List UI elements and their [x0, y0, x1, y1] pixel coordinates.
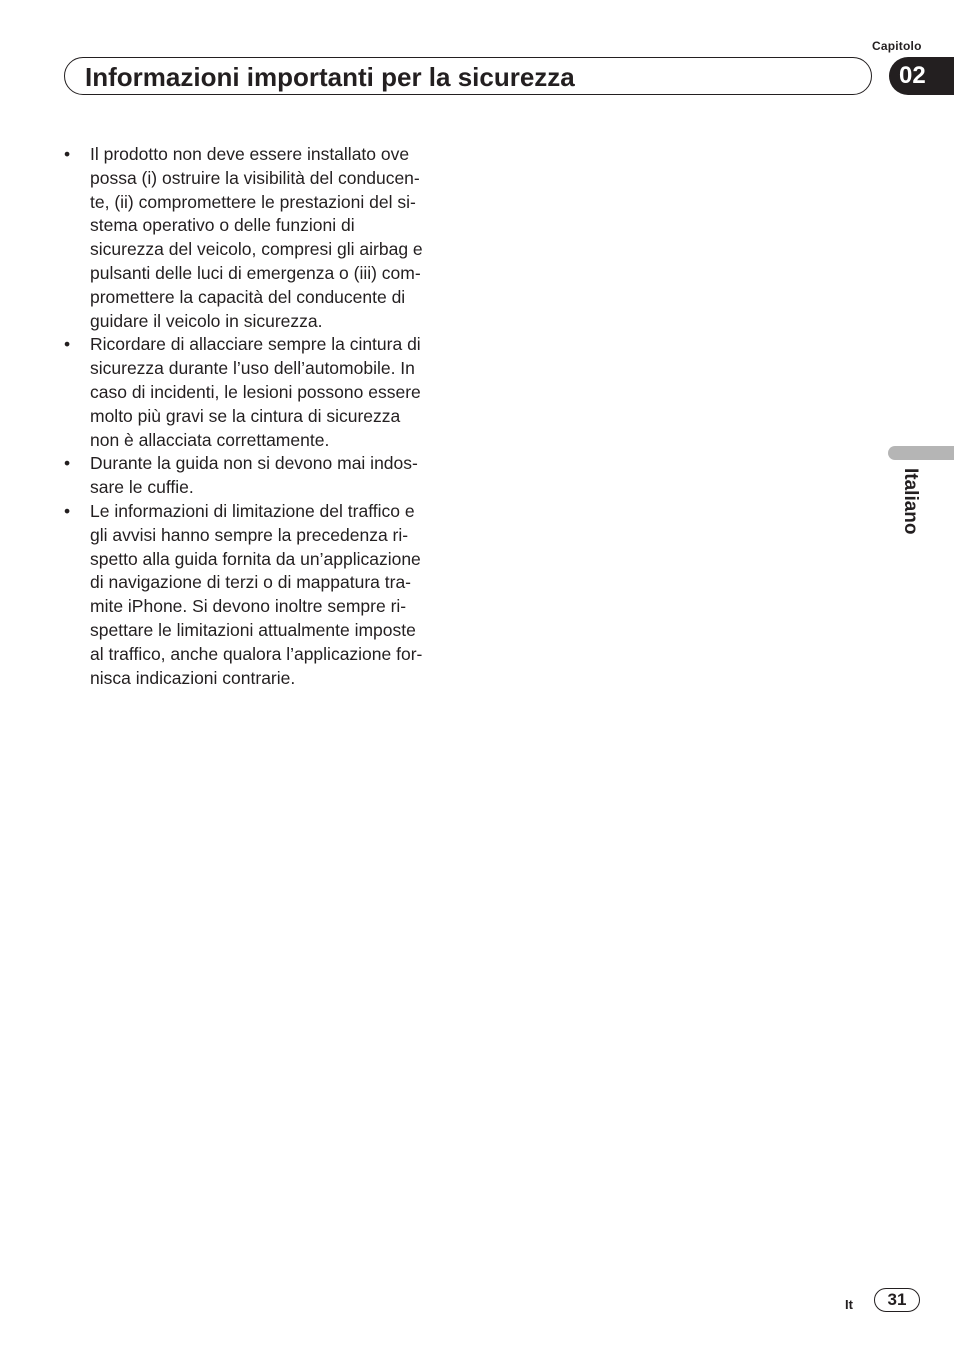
- bullet-icon: •: [64, 453, 71, 474]
- bullet-line: sare le cuffie.: [90, 477, 194, 498]
- bullet-line: stema operativo o delle funzioni di: [90, 215, 355, 236]
- bullet-icon: •: [64, 144, 71, 164]
- chapter-number-tab: [889, 57, 954, 95]
- bullet-line: al traffico, anche qualora l’applicazione for-: [90, 643, 423, 664]
- bullet-line: Ricordare di allacciare sempre la cintura di: [90, 334, 421, 355]
- bullet-line: guidare il veicolo in sicurezza.: [90, 310, 323, 331]
- bullet-icon: •: [64, 500, 71, 521]
- page-title: Informazioni importanti per la sicurezza: [85, 62, 575, 92]
- bullet-line: caso di incidenti, le lesioni possono essere: [90, 381, 421, 402]
- bullet-line: molto più gravi se la cintura di sicurezza: [90, 405, 401, 426]
- bullet-line: Il prodotto non deve essere installato ove: [90, 144, 410, 164]
- safety-bullet-list: [62, 143, 454, 690]
- chapter-label: Capitolo: [872, 39, 922, 53]
- bullet-line: promettere la capacità del conducente di: [90, 286, 406, 307]
- bullet-line: spetto alla guida fornita da un’applicazione: [90, 548, 421, 569]
- bullet-line: Durante la guida non si devono mai indos-: [90, 453, 418, 474]
- bullet-icon: •: [64, 334, 71, 355]
- bullet-line: pulsanti delle luci di emergenza o (iii) com-: [90, 262, 421, 283]
- chapter-number: 02: [899, 62, 926, 89]
- bullet-line: gli avvisi hanno sempre la precedenza ri-: [90, 524, 409, 545]
- language-tab-marker: [888, 446, 954, 460]
- bullet-line: mite iPhone. Si devono inoltre sempre ri-: [90, 596, 407, 617]
- bullet-line: nisca indicazioni contrarie.: [90, 667, 296, 688]
- bullet-item: [62, 500, 454, 690]
- bullet-line: di navigazione di terzi o di mappatura tra-: [90, 572, 412, 593]
- bullet-line: te, (ii) compromettere le prestazioni del si-: [90, 191, 416, 212]
- footer-language-code: It: [845, 1297, 853, 1312]
- language-side-label: Italiano: [900, 468, 921, 535]
- bullet-item: [62, 333, 454, 452]
- bullet-line: non è allacciata correttamente.: [90, 429, 330, 450]
- bullet-line: sicurezza durante l’uso dell’automobile. In: [90, 358, 415, 379]
- bullet-line: possa (i) ostruire la visibilità del conducen-: [90, 167, 420, 188]
- page-number: 31: [874, 1288, 920, 1312]
- section-title-bar: [64, 57, 872, 95]
- bullet-line: spettare le limitazioni attualmente imposte: [90, 619, 416, 640]
- bullet-line: sicurezza del veicolo, compresi gli airbag e: [90, 239, 423, 260]
- bullet-line: Le informazioni di limitazione del traffico e: [90, 500, 415, 521]
- bullet-item: [62, 143, 454, 333]
- bullet-item: [62, 452, 454, 500]
